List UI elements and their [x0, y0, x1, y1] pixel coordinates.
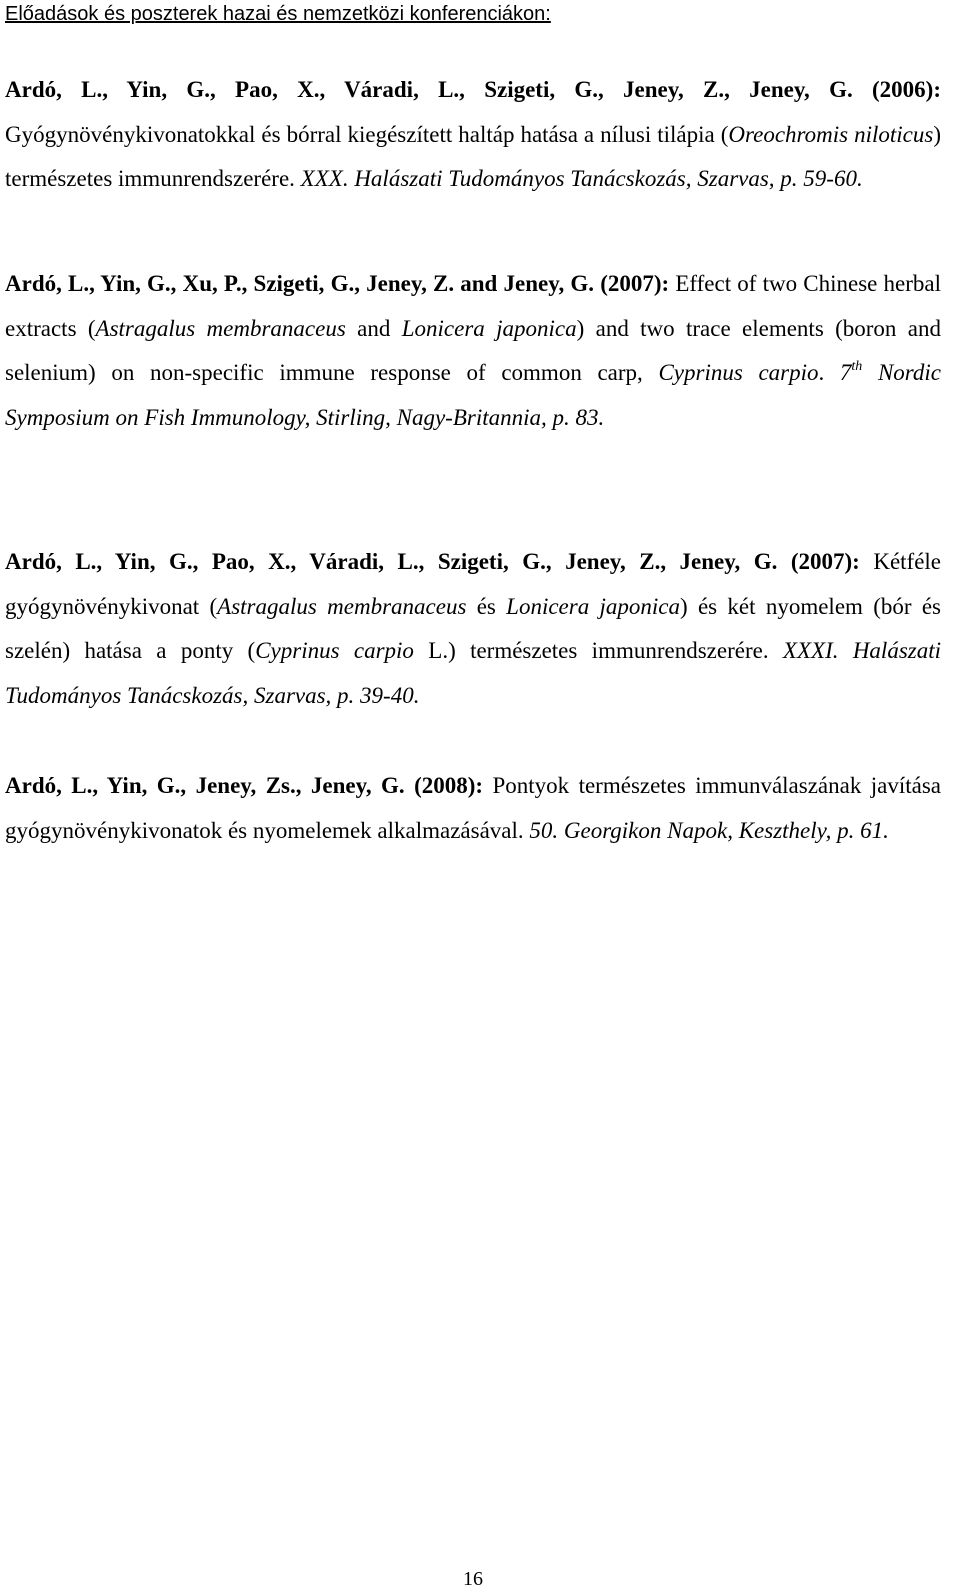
reference-title: ) természetes immunrendszerére. [5, 121, 941, 192]
species-name: Astragalus membranaceus [217, 593, 467, 619]
reference-year: (2008): [414, 773, 484, 798]
species-name: Lonicera japonica [401, 315, 577, 341]
species-name: Astragalus membranaceus [95, 315, 346, 341]
reference-venue: XXX. Halászati Tudományos Tanácskozás, Szarvas, p. 59-60. [300, 166, 863, 192]
reference-title: és [466, 593, 507, 619]
species-name: Lonicera japonica [506, 593, 681, 619]
reference-authors: Ardó, L., Yin, G., Pao, X., Váradi, L., Szigeti, G., Jeney, Z., Jeney, G. [5, 77, 853, 102]
reference-entry [5, 764, 941, 853]
venue-name: Nordic Symposium on Fish Immunology, Stirling, Nagy-Britannia, p. 83. [5, 360, 941, 430]
species-name: Oreochromis niloticus [728, 121, 934, 147]
reference-title: Effect of two Chinese herbal extracts ( [5, 271, 942, 341]
reference-title: ) és két nyomelem (bór és szelén) hatása a ponty ( [5, 593, 941, 664]
venue-ordinal-suffix: th [851, 359, 863, 375]
reference-entry [5, 540, 941, 718]
reference-venue: 50. Georgikon Napok, Keszthely, p. 61. [529, 817, 889, 843]
species-name: Cyprinus carpio [658, 360, 819, 386]
reference-authors: Ardó, L., Yin, G., Xu, P., Szigeti, G., Jeney, Z. and Jeney, G. [5, 271, 595, 296]
reference-authors: Ardó, L., Yin, G., Jeney, Zs., Jeney, G. [5, 773, 405, 798]
reference-title: Pontyok természetes immunválaszának javítása gyógynövénykivonatok és nyomelemek alkalmazásával. [5, 773, 941, 843]
reference-entry [5, 262, 941, 440]
reference-venue: XXXI. Halászati Tudományos Tanácskozás, Szarvas, p. 39-40. [5, 638, 941, 708]
reference-title: Gyógynövénykivonatokkal és bórral kiegészített haltáp hatása a nílusi tilápia ( [5, 121, 729, 147]
reference-title: Kétféle gyógynövénykivonat ( [5, 549, 942, 619]
reference-year: (2007): [790, 549, 860, 574]
reference-year: (2007): [600, 271, 670, 296]
venue-ordinal: 7 [839, 360, 852, 386]
reference-title: ) and two trace elements (boron and selenium) on non-specific immune response of common carp, [5, 315, 941, 386]
page-number: 16 [463, 1568, 483, 1590]
reference-title: and [345, 315, 402, 341]
reference-title: . [818, 360, 825, 386]
reference-authors: Ardó, L., Yin, G., Pao, X., Váradi, L., Szigeti, G., Jeney, Z., Jeney, G. [5, 549, 778, 574]
species-name: Cyprinus carpio [255, 638, 414, 664]
reference-title: L.) természetes immunrendszerére. [413, 638, 769, 664]
reference-year: (2006): [872, 77, 941, 102]
reference-entry [5, 68, 941, 202]
section-heading: Előadások és poszterek hazai és nemzetközi konferenciákon: [5, 3, 551, 25]
